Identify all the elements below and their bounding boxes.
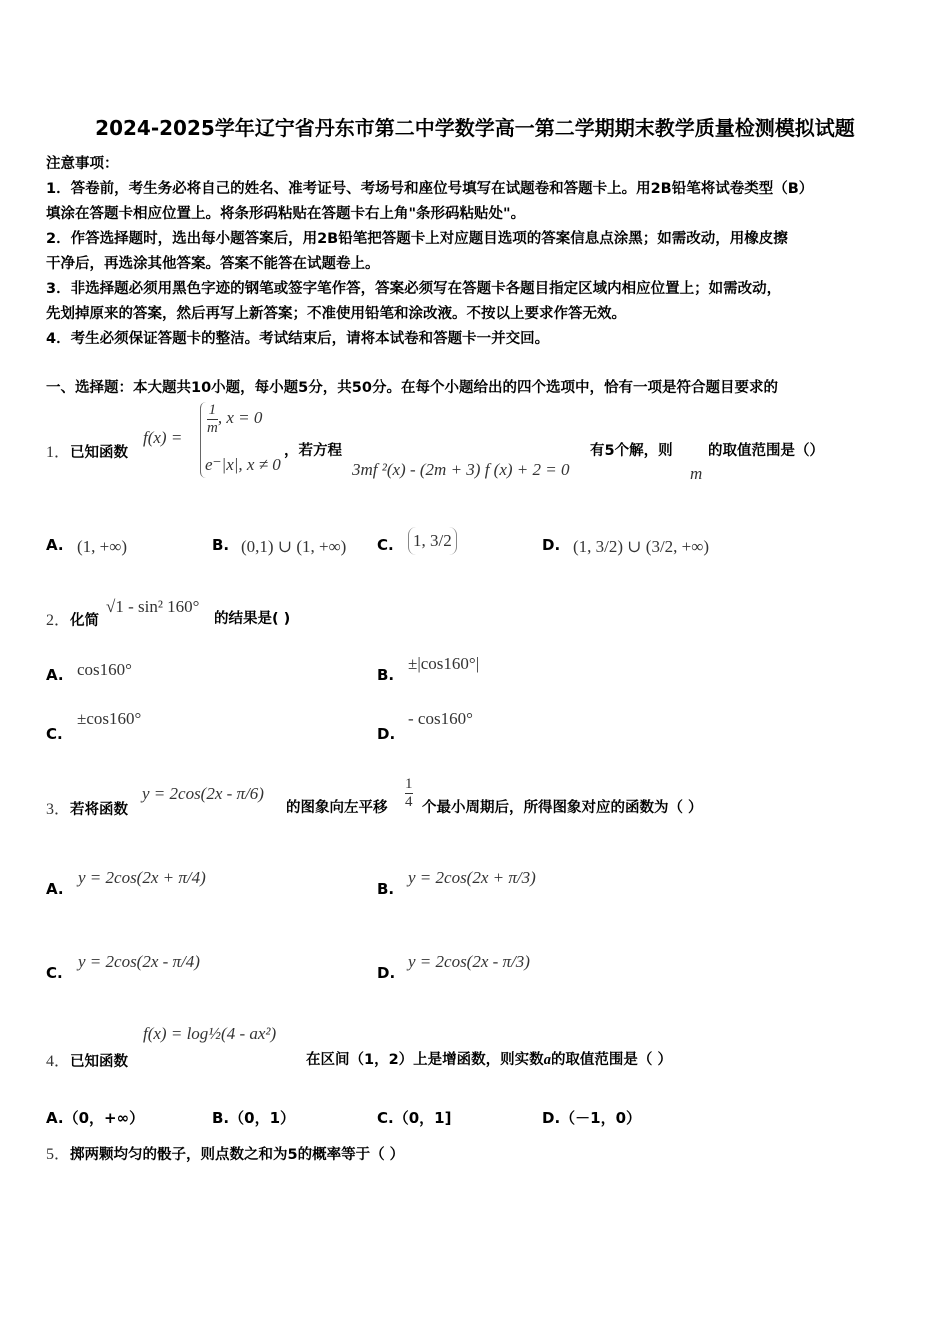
option-a-value[interactable]: (1, +∞): [77, 537, 128, 556]
question-text: 已知函数: [70, 445, 129, 461]
variable: a: [543, 1052, 551, 1068]
notice-line: 3．非选择题必须用黑色字迹的钢笔或签字笔作答，答案必须写在答题卡各题目指定区域内相应位置上；如需改动，: [46, 281, 782, 297]
function-lhs: f(x) =: [143, 428, 183, 447]
option-label[interactable]: A.: [46, 880, 64, 898]
notice-heading: 注意事项：: [46, 156, 119, 172]
option-a[interactable]: A.（0，+∞）: [46, 1109, 145, 1127]
option-label[interactable]: B.: [377, 666, 395, 684]
option-b-value[interactable]: y = 2cos(2x + π/3): [408, 868, 536, 887]
case-2: e⁻|x|, x ≠ 0: [205, 455, 281, 474]
section-heading: 一、选择题：本大题共10小题，每小题5分，共50分。在每个小题给出的四个选项中，恰有一项是符合题目要求的: [46, 380, 778, 396]
notice-line: 1．答卷前，考生务必将自己的姓名、准考证号、考场号和座位号填写在试题卷和答题卡上。用2B铅笔将试卷类型（B）: [46, 181, 814, 197]
option-b-value[interactable]: (0,1) ∪ (1, +∞): [241, 537, 347, 556]
notice-line: 干净后，再选涂其他答案。答案不能答在试题卷上。: [46, 256, 380, 272]
case-1-condition: , x = 0: [217, 407, 263, 427]
question-number: 3．: [46, 801, 71, 818]
question-text: 的图象向左平移: [286, 800, 388, 816]
option-label[interactable]: B.: [377, 880, 395, 898]
notice-line: 4．考生必须保证答题卡的整洁。考试结束后，请将本试卷和答题卡一并交回。: [46, 331, 550, 347]
question-text: 若将函数: [70, 802, 129, 818]
notice-line: 先划掉原来的答案，然后再写上新答案；不准使用铅笔和涂改液。不按以上要求作答无效。: [46, 306, 626, 322]
option-c-text[interactable]: 1, 3/2: [408, 527, 457, 555]
option-label[interactable]: A.: [46, 666, 64, 684]
option-label[interactable]: C.: [46, 964, 63, 982]
question-number: 1．: [46, 444, 71, 461]
question-number: 4．: [46, 1053, 71, 1070]
option-c[interactable]: C.（0，1]: [377, 1109, 452, 1127]
question-text: 的取值范围是（）: [708, 443, 824, 459]
option-label[interactable]: D.: [377, 725, 396, 743]
option-label[interactable]: D.: [542, 536, 561, 554]
option-b[interactable]: B.（0，1）: [212, 1109, 296, 1127]
expression: √1 - sin² 160°: [106, 597, 200, 616]
option-label[interactable]: A.: [46, 536, 64, 554]
option-d-value[interactable]: - cos160°: [408, 709, 473, 728]
page-title: 2024-2025学年辽宁省丹东市第二中学数学高一第二学期期末教学质量检测模拟试题: [95, 116, 855, 140]
question-text: 个最小周期后，所得图象对应的函数为（ ）: [422, 800, 703, 816]
question-text: ，若方程: [284, 443, 342, 459]
option-a-value[interactable]: y = 2cos(2x + π/4): [78, 868, 206, 887]
option-d[interactable]: D.（－1，0）: [542, 1109, 642, 1127]
expression: f(x) = log½(4 - ax²): [143, 1024, 277, 1043]
question-number: 5．: [46, 1146, 71, 1163]
question-text: 已知函数: [70, 1054, 129, 1070]
notice-line: 填涂在答题卡相应位置上。将条形码粘贴在答题卡右上角"条形码粘贴处"。: [46, 206, 526, 222]
option-d-value[interactable]: (1, 3/2) ∪ (3/2, +∞): [573, 537, 710, 556]
option-label[interactable]: B.: [212, 536, 230, 554]
option-label[interactable]: C.: [46, 725, 63, 743]
expression: y = 2cos(2x - π/6): [142, 784, 264, 803]
numerator: 1: [405, 776, 413, 792]
question-text: 化简: [70, 613, 100, 629]
option-b-value[interactable]: ±|cos160°|: [408, 654, 480, 673]
option-d-value[interactable]: y = 2cos(2x - π/3): [408, 952, 530, 971]
question-text: 有5个解，则: [590, 443, 673, 459]
option-label[interactable]: D.: [377, 964, 396, 982]
notice-line: 2．作答选择题时，选出每小题答案后，用2B铅笔把答题卡上对应题目选项的答案信息点涂黑；如需改动，用橡皮擦: [46, 231, 788, 247]
question-text: 掷两颗均匀的骰子，则点数之和为5的概率等于（ ）: [70, 1147, 405, 1163]
question-number: 2．: [46, 612, 71, 629]
question-text: 的结果是( ): [214, 611, 291, 627]
question-text: 在区间（1，2）上是增函数，则实数a的取值范围是（ ）: [306, 1052, 672, 1068]
option-c-value[interactable]: y = 2cos(2x - π/4): [78, 952, 200, 971]
option-c-value[interactable]: [408, 527, 457, 555]
option-c-value[interactable]: ±cos160°: [77, 709, 142, 728]
option-a-value[interactable]: cos160°: [77, 660, 132, 679]
variable: m: [690, 464, 703, 483]
denominator: 4: [405, 793, 413, 810]
option-label[interactable]: C.: [377, 536, 394, 554]
denominator: m: [207, 419, 218, 436]
numerator: 1: [208, 402, 217, 418]
equation: 3mf ²(x) - (2m + 3) f (x) + 2 = 0: [352, 460, 570, 479]
